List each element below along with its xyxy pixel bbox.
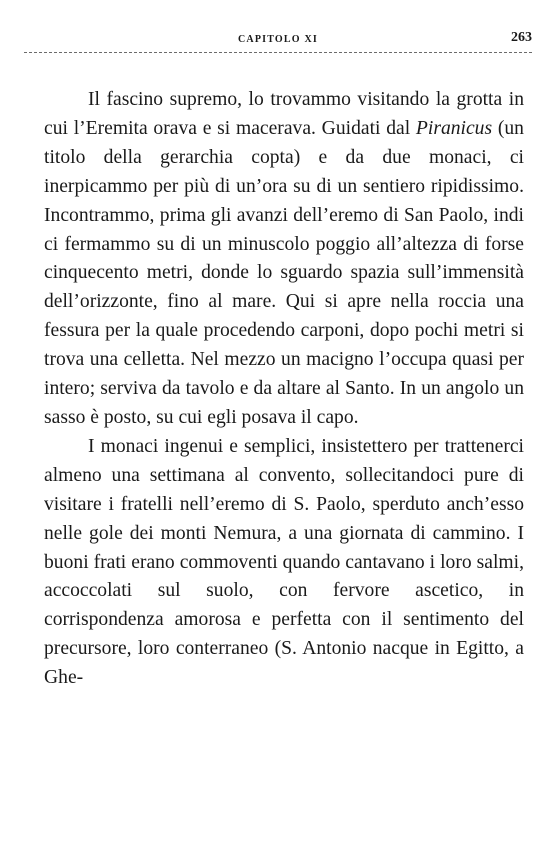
chapter-title: CAPITOLO XI bbox=[238, 34, 318, 45]
italic-term: Piranicus bbox=[415, 117, 493, 139]
paragraph-1-text-a: Il fascino supremo, lo trovammo visitando la grotta in cui l’Eremita orava e si macerava. Guidati dal bbox=[44, 89, 524, 139]
paragraph-2: I monaci ingenui e semplici, insistettero per trattenerci almeno una settimana al convento, sollecitandoci pure di visitare i fratelli nell’eremo di S. Paolo, sperduto anch’esso nelle gole dei monti Nemura, a una giornata di cammino. I buoni frati erano commoventi quando cantavano i loro salmi, accoccolati sul suolo, con fervore ascetico, in corrispondenza amorosa e perfetta con il sentimento del precursore, loro conterraneo (S. Antonio nacque in Egitto, a Ghe- bbox=[44, 435, 524, 689]
paragraph-1-text-b: (un titolo della gerarchia copta) e da due monaci, ci inerpicammo per più di un’ora su di un sentiero ripidissimo. Incontrammo, prima gli avanzi dell’eremo di San Paolo, indi ci fermammo su di un minuscolo poggio all’altezza di forse cinquecento metri, donde lo sguardo spazia sull’immensità dell’orizzonte, fino al mare. Qui si apre nella roccia una fessura per la quale procedendo carponi, dopo pochi metri si trova una celletta. Nel mezzo un macigno l’occupa quasi per intero; serviva da tavolo e da altare al Santo. In un angolo un sasso è posto, su cui egli posava il capo. bbox=[44, 117, 524, 428]
paragraph-1 bbox=[44, 86, 524, 433]
header-rule bbox=[24, 52, 532, 53]
page-number: 263 bbox=[511, 30, 532, 45]
running-head bbox=[24, 30, 532, 52]
text-block bbox=[44, 86, 524, 693]
